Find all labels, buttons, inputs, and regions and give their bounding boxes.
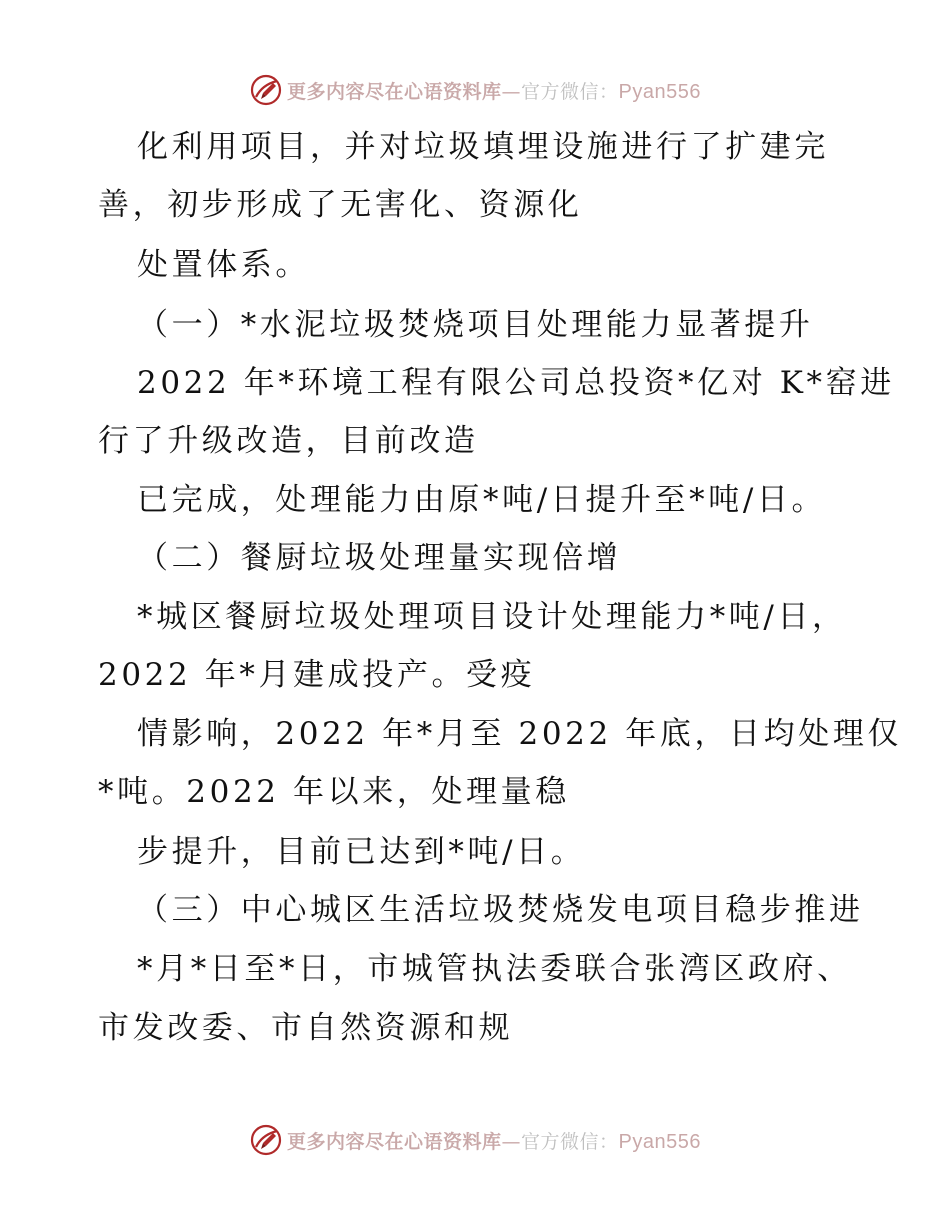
text-line: 情影响，2022 年*月至 2022 年底，日均处理仅 [137,716,903,752]
footer-watermark-banner [0,1120,950,1160]
text-line: 化利用项目，并对垃圾填埋设施进行了扩建完 [137,129,829,165]
text-line: *吨。2022 年以来，处理量稳 [98,774,570,810]
text-line: 步提升，目前已达到*吨/日。 [137,834,586,870]
header-watermark-banner [0,70,950,110]
text-line: 已完成，处理能力由原*吨/日提升至*吨/日。 [137,482,827,518]
text-line: 2022 年*环境工程有限公司总投资*亿对 K*窑进 [137,365,895,401]
banner-wechat-label: 官方微信： [521,1130,619,1153]
banner-dash: — [501,80,522,103]
banner-wechat-label: 官方微信： [521,80,619,103]
text-line: 市发改委、市自然资源和规 [98,1010,514,1046]
text-line: 2022 年*月建成投产。受疫 [98,657,536,693]
text-line: *月*日至*日，市城管执法委联合张湾区政府、 [137,951,852,987]
pen-logo-icon [249,1123,283,1157]
banner-dash: — [501,1130,522,1153]
pen-logo-icon [249,73,283,107]
section-heading: （一）*水泥垃圾焚烧项目处理能力显著提升 [137,307,814,343]
banner-main-text: 更多内容尽在心语资料库 [287,1130,502,1153]
section-heading: （二）餐厨垃圾处理量实现倍增 [137,540,622,576]
text-line: 善，初步形成了无害化、资源化 [98,187,583,223]
text-line: 行了升级改造，目前改造 [98,423,479,459]
banner-wechat-id: Pyan556 [618,80,701,103]
section-heading: （三）中心城区生活垃圾焚烧发电项目稳步推进 [137,892,864,928]
text-line: 处置体系。 [137,247,310,283]
banner-main-text: 更多内容尽在心语资料库 [287,80,502,103]
banner-wechat-id: Pyan556 [618,1130,701,1153]
text-line: *城区餐厨垃圾处理项目设计处理能力*吨/日， [137,599,847,635]
